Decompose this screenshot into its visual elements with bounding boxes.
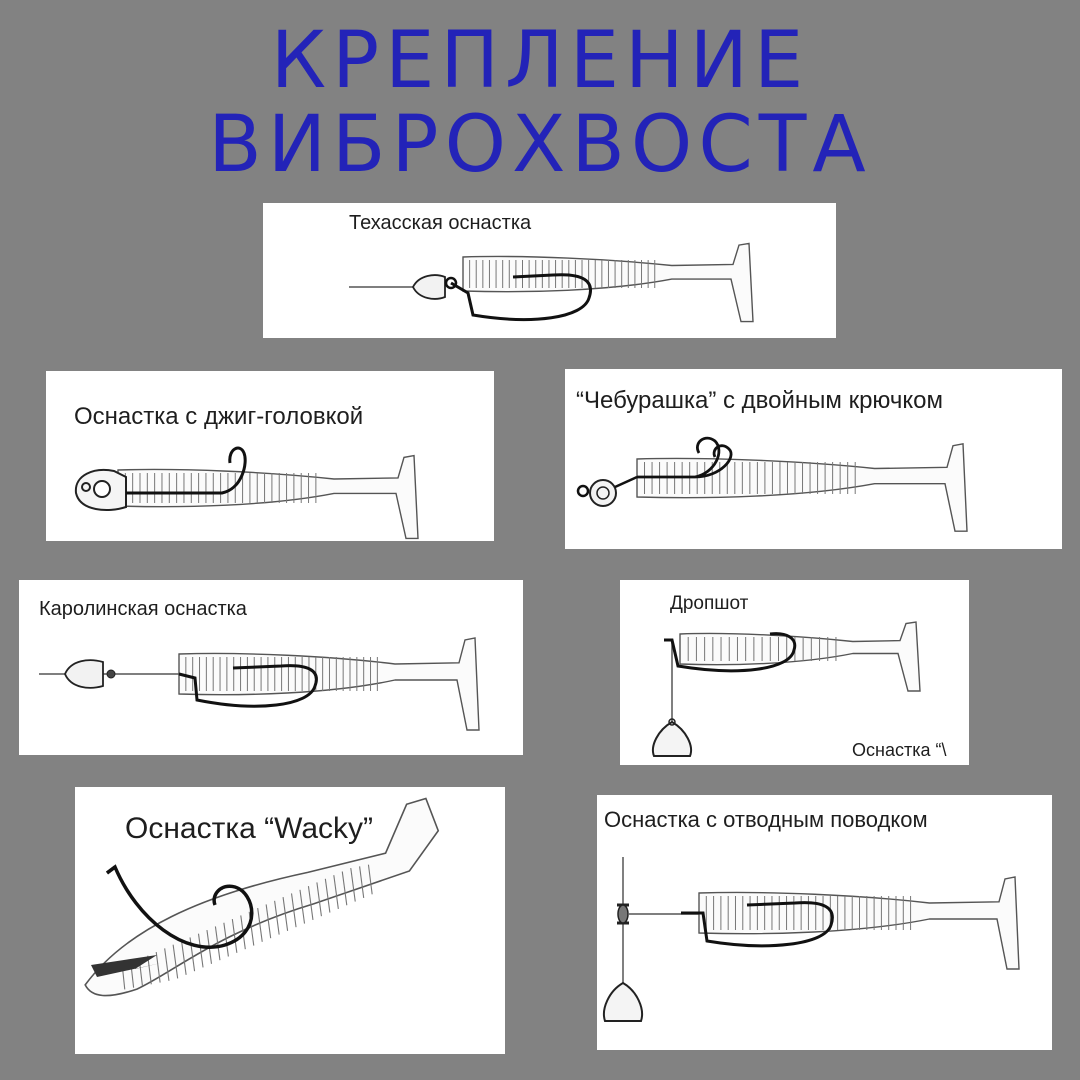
panel-offset-leader-rig bbox=[597, 795, 1052, 1050]
drop-weight-icon bbox=[604, 983, 642, 1021]
panel-label: Каролинская оснастка bbox=[39, 598, 247, 620]
bullet-sinker-icon bbox=[65, 660, 103, 688]
panel-wacky-rig bbox=[75, 787, 505, 1054]
panel-label: Дропшот bbox=[670, 593, 749, 614]
page-title-line-1: КРЕПЛЕНИЕ bbox=[270, 16, 810, 106]
panel-label: Оснастка “Wacky” bbox=[125, 812, 373, 845]
jig-head-rig-illustration bbox=[46, 371, 494, 541]
drop-weight-icon bbox=[653, 722, 691, 756]
page-title-line-2: ВИБРОХВОСТА bbox=[208, 100, 872, 190]
soft-lure-body bbox=[699, 877, 1019, 969]
soft-lure-body bbox=[118, 456, 418, 539]
panel-texas-rig bbox=[263, 203, 836, 338]
panel-label: “Чебурашка” с двойным крючком bbox=[576, 387, 944, 414]
panel-cheburashka-double-hook bbox=[565, 369, 1062, 549]
hook-point-icon bbox=[107, 867, 115, 873]
cheburashka-sinker-icon bbox=[590, 480, 616, 506]
panel-carolina-rig bbox=[19, 580, 523, 755]
panel-jig-head-rig bbox=[46, 371, 494, 541]
bullet-sinker-icon bbox=[413, 275, 445, 299]
panel-extra-label: Оснастка “\ bbox=[852, 740, 947, 760]
bead-icon bbox=[107, 670, 115, 678]
panel-drop-shot bbox=[620, 580, 969, 765]
panel-label: Оснастка с джиг-головкой bbox=[74, 403, 364, 430]
soft-lure-body bbox=[680, 622, 920, 691]
panel-label: Техасская оснастка bbox=[349, 212, 532, 234]
panel-label: Оснастка с отводным поводком bbox=[604, 807, 928, 832]
soft-lure-body bbox=[637, 444, 967, 531]
offset-leader-rig-illustration bbox=[597, 795, 1052, 1050]
